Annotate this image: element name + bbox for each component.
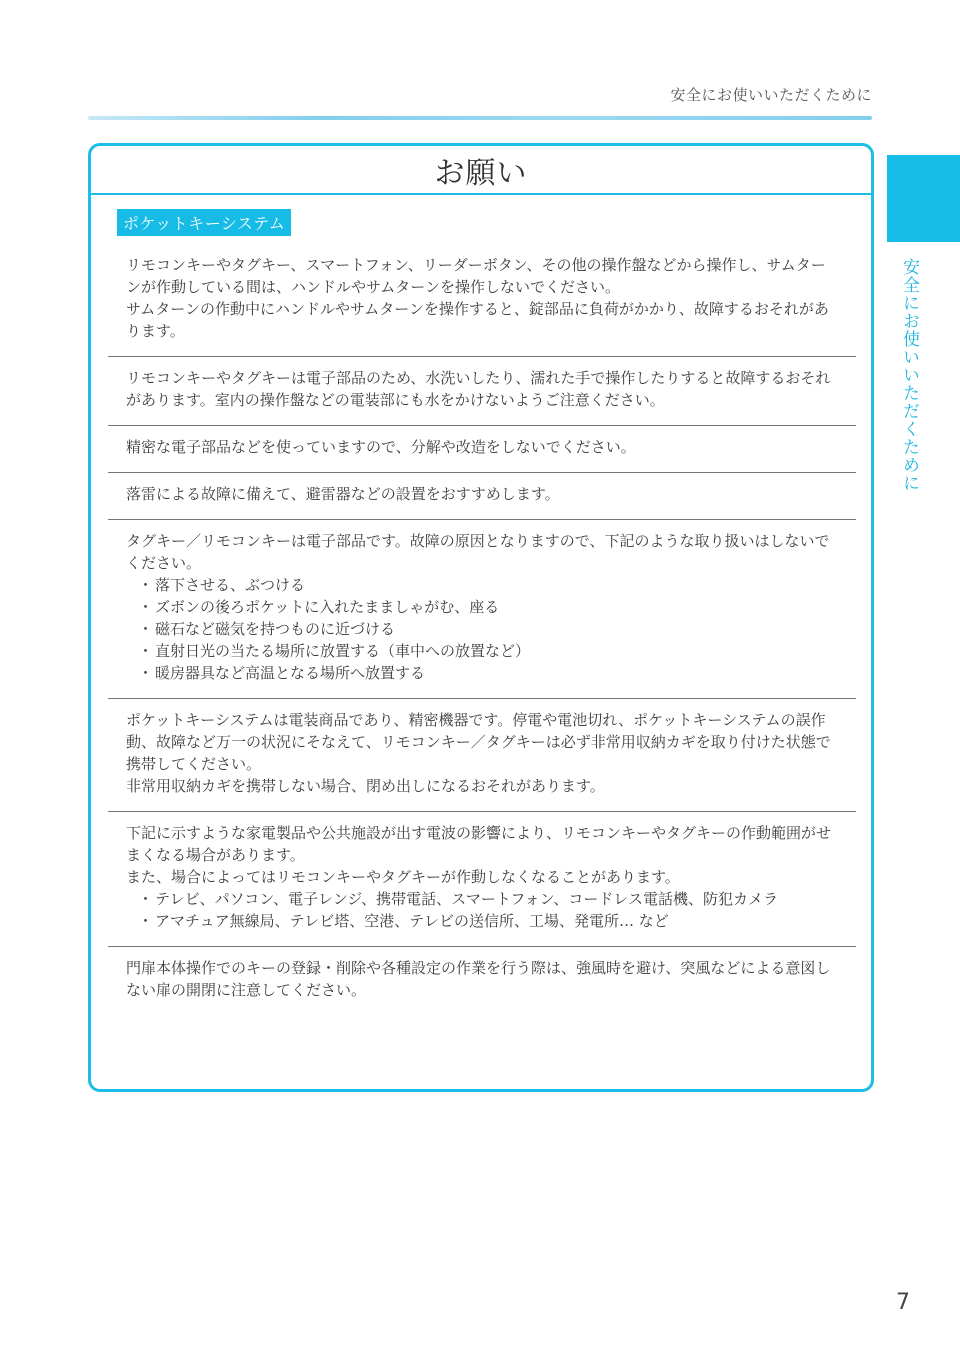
notice-paragraph: 下記に示すような家電製品や公共施設が出す電波の影響により、リモコンキーやタグキーの作動範囲がせまくなる場合があります。: [126, 824, 832, 864]
notice-bullet: ・ アマチュア無線局、テレビ塔、空港、テレビの送信所、工場、発電所… など: [138, 910, 840, 932]
notice-item: [108, 699, 856, 812]
notice-bullet: ・ 直射日光の当たる場所に放置する（車中への放置など）: [138, 640, 840, 662]
notice-bullet: ・ ズボンの後ろポケットに入れたまましゃがむ、座る: [138, 596, 840, 618]
notice-paragraph: サムターンの作動中にハンドルやサムターンを操作すると、錠部品に負荷がかかり、故障するおそれがあります。: [126, 300, 829, 340]
notice-bullet: ・ テレビ、パソコン、電子レンジ、携帯電話、スマートフォン、コードレス電話機、防犯カメラ: [138, 888, 840, 910]
notice-item: [108, 947, 856, 1015]
page-header-title: 安全にお使いいただくために: [670, 86, 872, 104]
request-card: [88, 143, 874, 1092]
notice-item: [108, 244, 856, 357]
notice-list: [108, 244, 856, 1015]
notice-paragraph: ポケットキーシステムは電装商品であり、精密機器です。停電や電池切れ、ポケットキーシステムの誤作動、故障など万一の状況にそなえて、リモコンキー／タグキーは必ず非常用収納カギを取り付けた状態で携帯してください。: [126, 711, 831, 773]
section-label: ポケットキーシステム: [117, 209, 291, 236]
notice-bullet: ・ 暖房器具など高温となる場所へ放置する: [138, 662, 840, 684]
notice-paragraph: 落雷による故障に備えて、避雷器などの設置をおすすめします。: [126, 485, 560, 503]
notice-paragraph: リモコンキーやタグキー、スマートフォン、リーダーボタン、その他の操作盤などから操作し、サムターンが作動している間は、ハンドルやサムターンを操作しないでください。: [126, 256, 826, 296]
notice-item: [108, 357, 856, 426]
side-chapter-label: 安全にお使いいただくために: [899, 258, 919, 492]
notice-item: [108, 426, 856, 473]
header-decorative-rule: [88, 116, 872, 120]
notice-paragraph: 非常用収納カギを携帯しない場合、閉め出しになるおそれがあります。: [126, 777, 605, 795]
notice-bullet-list: [126, 888, 840, 932]
notice-paragraph: また、場合によってはリモコンキーやタグキーが作動しなくなることがあります。: [126, 868, 680, 886]
notice-paragraph: リモコンキーやタグキーは電子部品のため、水洗いしたり、濡れた手で操作したりすると故障するおそれがあります。室内の操作盤などの電装部にも水をかけないようご注意ください。: [126, 369, 831, 409]
notice-paragraph: 門扉本体操作でのキーの登録・削除や各種設定の作業を行う際は、強風時を避け、突風などによる意図しない扉の開閉に注意してください。: [126, 959, 831, 999]
notice-bullet-list: [126, 574, 840, 684]
notice-paragraph: 精密な電子部品などを使っていますので、分解や改造をしないでください。: [126, 438, 636, 456]
notice-item: [108, 812, 856, 947]
notice-paragraph: タグキー／リモコンキーは電子部品です。故障の原因となりますので、下記のような取り扱いはしないでください。: [126, 532, 830, 572]
notice-bullet: ・ 磁石など磁気を持つものに近づける: [138, 618, 840, 640]
card-title: お願い: [91, 146, 871, 195]
notice-bullet: ・ 落下させる、ぶつける: [138, 574, 840, 596]
notice-item: [108, 520, 856, 699]
notice-item: [108, 473, 856, 520]
side-chapter-tab: [887, 155, 960, 242]
page-number: 7: [896, 1290, 910, 1315]
